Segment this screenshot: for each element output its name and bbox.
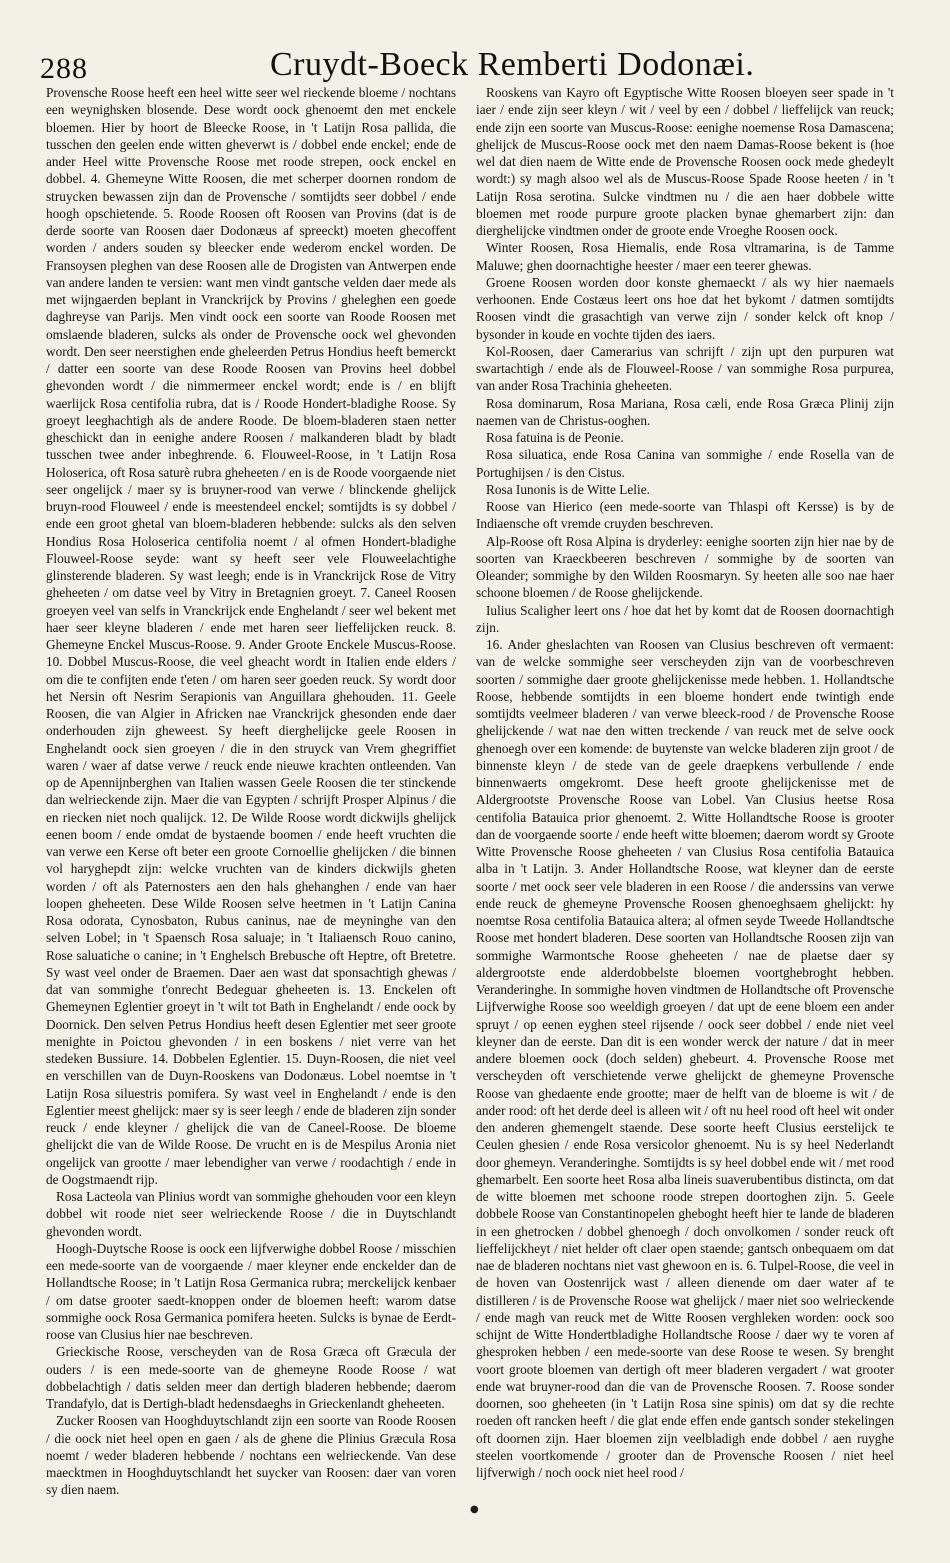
paragraph: Grieckische Roose, verscheyden van de Rosa Græca oft Græcula der ouders / is een mede-soorte van de ghemeyne Roode Roose / wat dobbelachtigh / datis selden meer dan dertigh bladeren hebbende; daerom Trandafylo, dat is Dertigh-bladt hedensdaeghs in Grieckenlandt gheheeten. (46, 1344, 456, 1411)
right-column (476, 84, 894, 1484)
paragraph: Provensche Roose heeft een heel witte seer wel rieckende bloeme / nochtans een weynighsken blosende. Dese wordt oock ghenoemt den met enckele bloemen. Hier by hoort de Bleecke Roose, in 't Latijn Rosa pallida, die tusschen den geelen ende witten gheverwt is / dobbel ende enckel; ende de ander Heel witte Provensche Roose met roode strepen, oock enckel en dobbel. 4. Ghemeyne Witte Roosen, die met scherper doornen rondom de struycken bewassen zijn dan de Provensche / somtijdts seer dobbel / ende hoogh opschietende. 5. Roode Roosen oft Roosen van Provins (dat is de derde soorte van Roosen daer Dodonæus af spreeckt) moeten ghecoffent worden / anders souden sy bleecker ende wederom enckel worden. De Fransoysen pleghen van dese Roosen alle de Drogisten van Antwerpen ende van andere landen te versien: want men vindt gantsche velden daer mede als met wijngaerden beplant in Vranckrijck by Provins / gheleghen een goede daghreyse van Parijs. Men vindt oock een soorte van Roode Roosen met omslaende bladeren, sulcks als onder de Provensche oock wel ghevonden wordt. Den seer neerstighen ende gheleerden Petrus Hondius heeft bemerckt / datter een soorte van dese Roode Roosen van Provins heel dobbel ghevonden wordt / die nimmermeer enckel wordt; ende is / en blijft waerlijck Rosa centifolia rubra, dat is / Roode Hondert-bladighe Roose. Sy groeyt leeghachtigh als de andere Roode. De bloem-bladeren staen netter gheschickt dan in eenighe andere Roosen / malkanderen bladt by bladt tusschen twee ander inbeghrende. 6. Flouweel-Roose, in 't Latijn Rosa Holoserica, oft Rosa saturè rubra gheheeten / en is de Roode voorgaende niet seer ongelijck / maer sy is bruyner-rood van verwe / blinckende ghelijck bruyn-rood Flouweel / ende is meestendeel enckel; somtijdts is sy dobbel / ende een groot ghetal van bloem-bladeren hebbende: sulcks als den selven Hondius Rosa Holoserica centifolia noemt / al ofmen Hondert-bladighe Flouweel-Roose seyde: want sy heeft seer vele Flouweelachtighe glinsterende bladeren. Sy wast leegh; ende is in Vranckrijck Rose de Vitry gheheeten / om datse veel by Vitry in Bretagnien groeyt. 7. Caneel Roosen groeyen veel van selfs in Vranckrijck ende Enghelandt / seer wel bekent met haer seer kleyne bladeren / ende met haren seer lieffelijcken reuck. 8. Ghemeyne Enckel Muscus-Roose. 9. Ander Groote Enckele Muscus-Roose. 10. Dobbel Muscus-Roose, die veel gheacht wordt in Italien ende elders / om die te confijten ende t'eten / om haren seer goeden reuck. Sy wordt door het Nersin oft Nesrim Serapionis van Anguillara ghehouden. 11. Geele Roosen, die van Algier in Africken nae Vranckrijck ghesonden ende daer onderhouden zijn gheweest. Sy heeft dierghelijcke geele Roosen in Enghelandt oock sien groeyen / die in den struyck van Vrem ghegriffiet waren / waer af datse verwe / reuck ende nieuwe krachten ontleenden. Van op de Apennijnberghen van Italien wassen Geele Roosen die ter stinckende dan welrieckende zijn. Maer die van Egypten / schrijft Prosper Alpinus / die en riecken niet noch qualijck. 12. De Wilde Roose wordt dickwijls ghelijck eenen boom / ende omdat de bystaende boomen / ende heeft vruchten die van verwe een Kerse oft beter een groote Cornoellie ghelijcken / die binnen vol haryghepdt zijn: welcke vruchten van de kinders dickwijls gheten worden / oft als Paternosters aen den hals ghehanghen / ende van haer loopen gheheeten. Dese Wilde Roosen selve heetmen in 't Latijn Canina Rosa odorata, Cynosbaton, Rubus caninus, nae de meyninghe van den selven Lobel; in 't Spaensch Rosa saluaje; in 't Italiaensch Rouo canino, Rose saluatiche o canine; in 't Enghelsch Brebusche oft Heptre, oft Bretetre. Sy wast veel onder de Braemen. Daer aen wast dat sponsachtigh ghewas / dat van sommighe t'onrecht Bedeguar gheheeten is. 13. Enckelen oft Ghemeynen Eglentier groeyt in 't wilt tot Bath in Enghelandt / ende oock by Doornick. Den selven Petrus Hondius heeft desen Eglentier met seer groote menighte in Poictou ghevonden / in een boskens / niet verre van het stedeken Bussiure. 14. Dobbelen Eglentier. 15. Duyn-Roosen, die niet veel en verschillen van de Duyn-Rooskens van Dodonæus. Lobel noemtse in 't Latijn Rosa siluestris pomifera. Sy wast veel in Enghelandt / ende is den Eglentier meest ghelijck: maer sy is seer leegh / ende de bladeren zijn sonder reuck / ende kleyner / ghelijck die van de Caneel-Roose. De bloeme ghelijckt die van de Wilde Roose. De vrucht en is de Mespilus Aronia niet ongelijck van grootte / maer lebendigher van verwe / roodachtigh / ende in de Oogstmaendt rijp. (46, 85, 456, 1187)
left-column (46, 84, 456, 1498)
paragraph: Hoogh-Duytsche Roose is oock een lijfverwighe dobbel Roose / misschien een mede-soorte van de voorgaende / maer kleyner ende enckelder dan de Hollandtsche Roose; in 't Latijn Rosa Germanica rubra; merckelijck kenbaer / om datse grooter saedt-knoppen onder de bloemen heeft: warom datse sommighe oock Rosa Germanica pomifera heeten. Sulcks is bynae de Eerdt-roose van Clusius hier nae beschreven. (46, 1240, 456, 1342)
paragraph: Winter Roosen, Rosa Hiemalis, ende Rosa vltramarina, is de Tamme Maluwe; ghen doornachtighe heester / maer een teerer ghewas. (476, 240, 894, 273)
paragraph: Zucker Roosen van Hooghduytschlandt zijn een soorte van Roode Roosen / die oock niet heel open en gaen / als de ghene die Plinius Græcula Rosa noemt / weder bladeren hebbende / nochtans een welrieckende. Van dese maecktmen in Hooghduytschlandt het suycker van Roosen: daer van voren sy dien naem. (46, 1413, 456, 1498)
paragraph: Iulius Scaligher leert ons / hoe dat het by komt dat de Roosen doornachtigh zijn. (476, 602, 894, 635)
paragraph: Rosa siluatica, ende Rosa Canina van sommighe / ende Rosella van de Portughijsen / is den Cistus. (476, 447, 894, 480)
ornament-dot-icon: ● (470, 1504, 479, 1515)
paragraph: Rosa Iunonis is de Witte Lelie. (486, 481, 650, 497)
paragraph: Rosa Lacteola van Plinius wordt van sommighe ghehouden voor een kleyn dobbel wit roode niet seer welrieckende Roose / die in Duytschlandt ghevonden wordt. (46, 1189, 456, 1239)
paragraph: Rosa dominarum, Rosa Mariana, Rosa cæli, ende Rosa Græca Plinij zijn naemen van de Christus-ooghen. (476, 395, 894, 428)
paragraph: 16. Ander gheslachten van Roosen van Clusius beschreven oft vermaent: van de welcke sommighe seer verscheyden zijn van de voorbeschreven soorten / sommighe daer groote ghelijckenisse mede hebben. 1. Hollandtsche Roose, hebbende somtijdts in een bloeme hondert ende twintigh ende somtijdts veelmeer bladeren / van verwe bleeck-rood / de Provensche Roose ghelijckende / wat nae den witten treckende / van reuck met de selve oock ghenoegh over een komende: de buytenste van welcke bladeren zijn groot / de binnenste kleyn / de stede van de geele draepkens verbullende / ende binnenwaerts omgekromt. Dese heeft groote ghelijckenisse met de Aldergrootste Provensche Roose van Lobel. Van Clusius heetse Rosa centifolia Batauica prior ghenoemt. 2. Witte Hollandtsche Roose is grooter dan de voorgaende soorte / ende heeft witte bloemen; daerom wordt sy Groote Witte Provensche Roose gheheeten / van Clusius Rosa centifolia Batauica alba in 't Latijn. 3. Ander Hollandtsche Roose, wat kleyner dan de eerste soorte / met oock seer vele bladeren in een Roose / die anderssins van verwe ende reuck de ghemeyne Provensche Roosen ghenoeghsaem ghelijckt: hy noemtse Rosa centifolia Batauica altera; al ofmen seyde Tweede Hollandtsche Roose met hondert bladeren. Dese soorten van Hollandtsche Roosen zijn van sommighe Warmontsche Roose gheheeten / nae de plaetse daer sy aldergrootste ende alderdobbelste bloemen voortghebroght hebben. Veranderinghe. In sommighe hoven vindtmen de Hollandtsche oft Provensche Lijfverwighe Roose soo weeldigh groeyen / dat upt de eene bloem een ander spruyt / op eenen eyghen steel rijsende / oock seer dobbel / ende niet veel kleyner dan de eerste. Dan dit is een wonder werck der nature / dat in meer andere bloemen oock (doch selden) ghebeurt. 4. Provensche Roose met verscheyden oft verschietende verwe ghelijckt de ghemeyne Provensche Roose van ghedaente ende grootte; maer de helft van de bloeme is wit / de ander rood: oft het derde deel is alleen wit / oft nu heel rood oft heel wit onder den anderen ghemengelt staende. Dese soorte heeft Clusius eerstelijck te Ceulen ghesien / ende Rosa versicolor ghenoemt. Nu is sy heel Nederlandt door ghemeyn. Veranderinghe. Somtijdts is sy heel dobbel ende wit / met rood ghemarbelt. Een soorte heet Rosa alba lineis suaverubentibus distincta, om dat de witte bloemen met schoone roode strepen doortoghen zijn. 5. Geele dobbele Roose van Constantinopelen gheboght heeft hier te lande de bladeren in een ghetrocken / dobbel ghenoegh / doch onvolkomen / sonder reuck oft lieffelijckheyt / niet helder oft claer open staende; gantsch onbequaem om dat nae de bladeren nochtans niet vast ghewoon en is. 6. Tulpel-Roose, die veel in de hoven van Oostenrijck wast / alleen dienende om daer water af te distilleren / is de Provensche Roose wat ghelijck / maer niet soo welrieckende / ende magh van reuck met de Witte Roosen verghleken worden: oock soo schijnt de Witte Hondertbladighe Hollandtsche Roose / daer wy te voren af ghesproken hebben / een mede-soorte van dese Roose te wesen. Sy brenght voort groote bloemen van dertigh oft meer bladeren vergadert / wat grooter ende wat bruyner-rood dan die van de Provensche Roosen. 7. Roose sonder doornen, soo gheheeten (in 't Latijn Rosa sine spinis) om dat sy die rechte roeden oft rancken heeft / die glat ende effen ende gantsch sonder stekelingen oft doornen zijn. Haer bloemen zijn veelbladigh ende dobbel / aen ruyghe steelen voortkomende / grooter dan de Provensche Roosen / niet heel lijfverwigh / noch oock niet heel rood / (476, 637, 894, 1480)
paragraph: Groene Roosen worden door konste ghemaeckt / als wy hier naemaels verhoonen. Ende Costæus leert ons hoe dat het bykomt / datmen somtijdts Roosen vindt die grasachtigh van verwe zijn / sonder kelck oft knop / bysonder in koude en vochte tijden des iaers. (476, 274, 894, 342)
page-number: 288 (40, 52, 88, 85)
paragraph: Roose van Hierico (een mede-soorte van Thlaspi oft Kersse) is by de Indiaensche oft vremde cruyden beschreven. (476, 499, 894, 532)
running-title: Cruydt-Boeck Remberti Dodonæi. (270, 46, 755, 83)
paragraph: Alp-Roose oft Rosa Alpina is dryderley: eenighe soorten zijn hier nae by de soorten van Kraeckbeeren beschreven / sommighe by de soorten van Oleander; sommighe by den Wilden Roosmaryn. Sy heeten alle soo nae haer schoone bloemen / de Roose ghelijckende. (476, 533, 894, 601)
paragraph: Rooskens van Kayro oft Egyptische Witte Roosen bloeyen seer spade in 't iaer / ende zijn seer kleyn / wit / veel by een / dobbel / lieffelijck van reuck; ende zijn een soorte van Muscus-Roose: eenighe noemense Rosa Damascena; ghelijck de Muscus-Roose oock met den naem Damas-Roose bekent is (hoe wel dat dien naem de Witte ende de Provensche Roosen oock mede ghedeylt wordt:) sy magh alsoo wel als de Muscus-Roose Spade Roose heeten / in 't Latijn Rosa serotina. Sulcke vindtmen nu / die aen haer dobbele witte bloemen met roode purpure groote placken bynae ghemarbert zijn: dan dierghelijcke vindtmen onder de groote ende Vroeghe Roosen oock. (476, 85, 894, 238)
paragraph: Kol-Roosen, daer Camerarius van schrijft / zijn upt den purpuren wat swartachtigh / ende als de Flouweel-Roose / van sommighe Rosa purpurea, van ander Rosa Trachinia gheheeten. (476, 343, 894, 394)
paragraph: Rosa fatuina is de Peonie. (486, 430, 624, 445)
